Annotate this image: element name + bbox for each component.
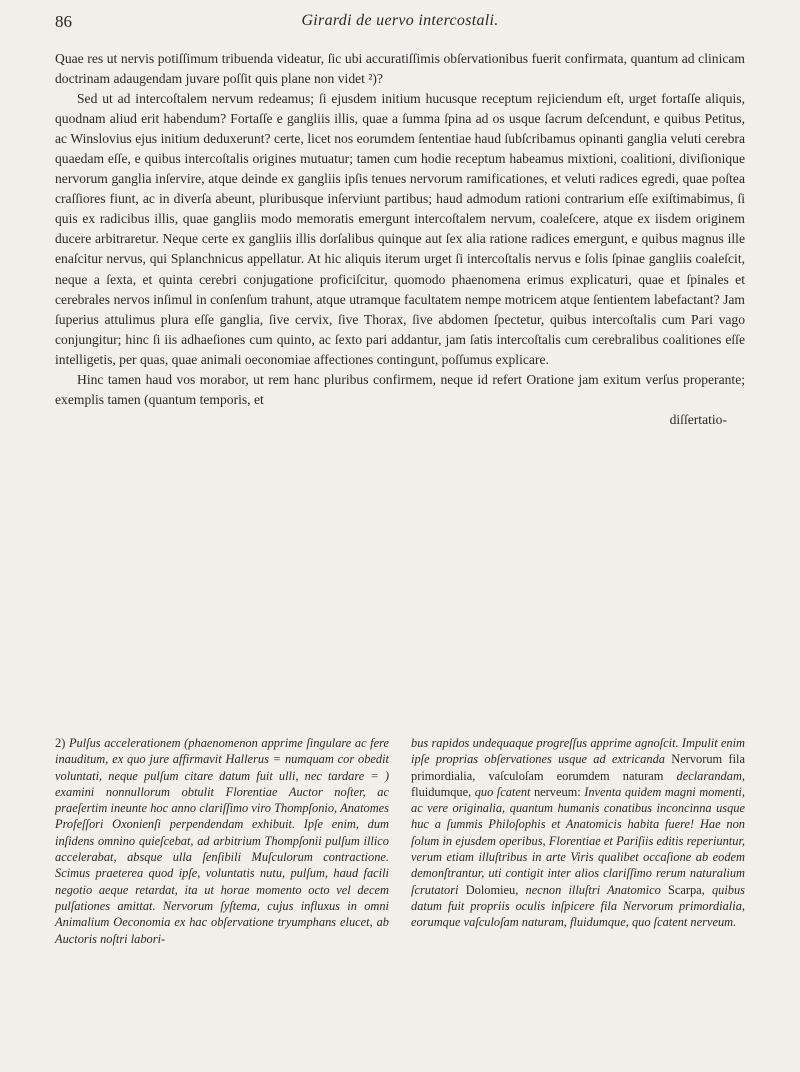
- page-number: 86: [55, 12, 72, 31]
- footnote-left-column: [55, 735, 389, 947]
- catchword: diſſertatio-: [669, 411, 727, 427]
- footnote-roman-c: nerveum:: [533, 784, 581, 799]
- page-header: [55, 12, 745, 36]
- footnote-roman-e: Scarpa,: [667, 882, 705, 897]
- footnote-text-right-d: Inventa quidem magni momenti, ac vere originalia, quantum humanis conatibus inconcinna usque huc a ſummis Philoſophis et Anatomicis habita fuere! Hae non ſolum in ejusdem operibus, Florentiae et Pariſiis editis reperiuntur, verum etiam illuſtribus in arte Viris qualibet occaſione ab eodem demonſtrantur, uti contigit inter alios clariſſimo rerum naturalium ſcrutatori: [411, 784, 745, 897]
- footnote-right-column: [411, 735, 745, 947]
- footnote-text-right-c: quo ſcatent: [471, 784, 534, 799]
- footnote-roman-a: Nervorum fila primordialia, vaſculoſam eorumdem naturam: [411, 752, 745, 783]
- footnote-text-left: Pulſus accelerationem (phaenomenon apprime ſingulare ac fere inauditum, ex quo jure affirmavit Hallerus = numquam cor obedit voluntati, neque pulſum citare datum fuit ulli, nec tardare = ) examini nonnullorum obtulit Florentiae Auctor noſter, ac praeſertim ineunte hoc anno clariſſimo viro Thompſonio, Anatomes Profeſſori Oxonienſi perpendendam exhibuit. Ipſe enim, dum inſidens omnino quieſcebat, ad arbitrium Thompſonii pulſum illico accelerabat, absque ulla ſenſibili Muſculorum contractione. Scimus praeterea quod ipſe, voluntatis nutu, pulſum, haud facili negotio aeque retardat, ita ut horae momento octo vel decem pulſationes amittat. Nervorum ſyſtema, cujus influxus in omni Animalium Oeconomia ex hac obſervatione tryumphans elucet, ab Auctoris noſtri labori-: [55, 736, 389, 946]
- paragraph-3: Hinc tamen haud vos morabor, ut rem hanc pluribus confirmem, neque id refert Oratione jam exitum verſus properante; exemplis tamen (quantum temporis, et: [55, 371, 745, 407]
- paragraph-1: Quae res ut nervis potiſſimum tribuenda videatur, ſic ubi accuratiſſimis obſervationibus fuerit confirmata, quantum ad clinicam doctrinam adaugendam juvare poſſit quis plane non videt ²)?: [55, 51, 745, 87]
- paragraph-2: Sed ut ad intercoſtalem nervum redeamus; ſi ejusdem initium hucusque receptum rejiciendum eſt, urget fortaſſe aliquis, quodnam aliud erit habendum? Fortaſſe e gangliis illis, quae a ſumma ſpina ad os usque ſacrum deſcendunt, e quibus Petitus, ac Winslovius ejus initium deduxerunt? certe, licet nos eorumdem ſententiae haud ſubſcribamus opinanti ganglia veluti cerebra quaedam eſſe, e quibus intercoſtalis origines mutuatur; tamen cum hodie receptum habeamus mixtioni, coalitioni, diviſionique nervorum ganglia inſervire, atque deinde ex gangliis ipſis tenues nervorum ramificationes, et veluti radices egredi, quae poſtea craſſiores fiunt, ac in diverſa abeunt, pluribusque inſerviunt partibus; haud admodum rationi contrarium eſſe exiſtimabimus, ſi quis ex radicibus illis, quae gangliis modo memoratis emergunt intercoſtalem nervum, coaleſcere, atque ex iisdem originem ducere arbitraretur. Neque certe ex gangliis illis dorſalibus quinque aut ſex alia ratione radices emergunt, e quibus magnus ille enaſcitur nervus, qui Splanchnicus appellatur. At hic aliquis iterum urget ſi intercoſtalis nervus e ſolis ſpinae gangliis coaleſcit, neque a ſexta, et quinta cerebri conjugatione proficiſcitur, quomodo phaenomena erimus explicaturi, quae et ſpinales et cerebrales nervos inſimul in conſenſum trahunt, atque utramque facultatem nempe motricem atque ſentientem labefactant? Jam ſuperius attulimus plura eſſe ganglia, ſive cervix, ſive Thorax, ſive abdomen ſpectetur, quibus intercoſtalis cum Pari vago conjungitur; hinc ſi iis adhaeſiones cum quinto, ac ſexto pari addantur, jam ſatis intercoſtalis cum cerebralibus coalitiones eſſe intelligetis, per quas, quae animali oeconomiae affectiones contingunt, poſſumus explicare.: [55, 91, 745, 367]
- footnote-text-right-e: necnon illuſtri Anatomico: [518, 882, 668, 897]
- footnote-text-right-b: declarandam,: [663, 768, 745, 783]
- footnote-mark: 2): [55, 736, 66, 750]
- footnotes: [55, 735, 745, 947]
- footnote-roman-b: fluidumque,: [411, 784, 472, 799]
- main-text: [55, 49, 745, 430]
- running-head: Girardi de uervo intercostali.: [301, 12, 499, 29]
- footnote-text-right-a: bus rapidos undequaque progreſſus apprime agnoſcit. Impulit enim ipſe proprias obſervationes usque ad extricanda: [411, 736, 745, 767]
- footnote-roman-d: Dolomieu,: [465, 882, 519, 897]
- footnote-text-right-f: quibus datum fuit propriis oculis inſpicere fila Nervorum primordialia, eorumque vaſculoſam naturam, fluidumque, quo ſcatent nerveum.: [411, 882, 745, 930]
